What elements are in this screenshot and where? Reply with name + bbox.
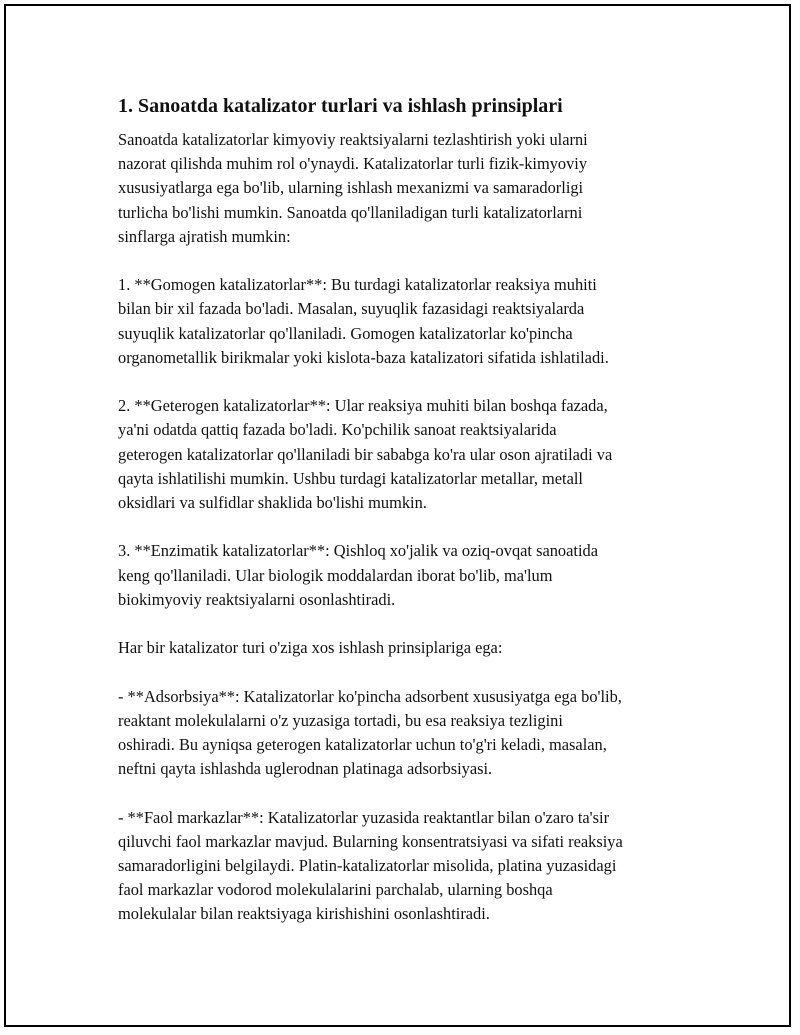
paragraph-heterogeneous [118, 394, 698, 515]
text-line: qiluvchi faol markazlar mavjud. Bularning konsentratsiyasi va sifati reaksiya [118, 831, 623, 851]
text-line: reaktant molekulalarni o'z yuzasiga tortadi, bu esa reaksiya tezligini [118, 710, 563, 730]
text-line: faol markazlar vodorod molekulalarini parchalab, ularning boshqa [118, 880, 553, 900]
paragraph-enzymatic [118, 539, 698, 612]
document-body [118, 92, 698, 951]
paragraph-active-centers [118, 806, 698, 927]
text-line: 2. **Geterogen katalizatorlar**: Ular reaksiya muhiti bilan boshqa fazada, [118, 396, 608, 416]
text-line: oshiradi. Bu ayniqsa geterogen katalizatorlar uchun to'g'ri keladi, masalan, [118, 735, 607, 754]
paragraph-principles-intro [118, 636, 698, 660]
text-line: biokimyoviy reaktsiyalarni osonlashtiradi. [118, 589, 396, 609]
text-line: organometallik birikmalar yoki kislota-baza katalizatori sifatida ishlatiladi. [118, 347, 609, 367]
paragraph-adsorption [118, 685, 698, 782]
text-line: oksidlari va sulfidlar shaklida bo'lishi mumkin. [118, 493, 427, 513]
text-line: qayta ishlatilishi mumkin. Ushbu turdagi katalizatorlar metallar, metall [118, 468, 583, 488]
text-line: sinflarga ajratish mumkin: [118, 226, 291, 246]
text-line: keng qo'llaniladi. Ular biologik moddalardan iborat bo'lib, ma'lum [118, 565, 553, 585]
text-line: samaradorligini belgilaydi. Platin-katalizatorlar misolida, platina yuzasidagi [118, 856, 617, 875]
text-line: - **Faol markazlar**: Katalizatorlar yuzasida reaktantlar bilan o'zaro ta'sir [118, 807, 610, 827]
text-line: Sanoatda katalizatorlar kimyoviy reaktsiyalarni tezlashtirish yoki ularni [118, 130, 588, 149]
text-line: 1. **Gomogen katalizatorlar**: Bu turdagi katalizatorlar reaksiya muhiti [118, 275, 597, 295]
text-line: - **Adsorbsiya**: Katalizatorlar ko'pincha adsorbent xususiyatga ega bo'lib, [118, 686, 622, 706]
document-title: 1. Sanoatda katalizator turlari va ishlash prinsiplari [118, 95, 563, 117]
text-line: molekulalar bilan reaktsiyaga kirishishini osonlashtiradi. [118, 904, 490, 924]
text-line: nazorat qilishda muhim rol o'ynaydi. Katalizatorlar turli fizik-kimyoviy [118, 154, 588, 174]
text-line: 3. **Enzimatik katalizatorlar**: Qishloq xo'jalik va oziq-ovqat sanoatida [118, 541, 598, 561]
text-line: bilan bir xil fazada bo'ladi. Masalan, suyuqlik fazasidagi reaktsiyalarda [118, 299, 585, 319]
text-line: ya'ni odatda qattiq fazada bo'ladi. Ko'pchilik sanoat reaktsiyalarida [118, 420, 557, 440]
text-line: turlicha bo'lishi mumkin. Sanoatda qo'llaniladigan turli katalizatorlarni [118, 202, 583, 222]
paragraph-intro [118, 128, 698, 249]
text-line: xususiyatlarga ega bo'lib, ularning ishlash mexanizmi va samaradorligi [118, 178, 584, 198]
paragraph-homogeneous [118, 273, 698, 370]
text-line: suyuqlik katalizatorlar qo'llaniladi. Gomogen katalizatorlar ko'pincha [118, 323, 573, 343]
text-line: Har bir katalizator turi o'ziga xos ishlash prinsiplariga ega: [118, 638, 503, 658]
text-line: geterogen katalizatorlar qo'llaniladi bir sababga ko'ra ular oson ajratiladi va [118, 444, 613, 464]
text-line: neftni qayta ishlashda uglerodnan platinaga adsorbsiyasi. [118, 759, 493, 779]
